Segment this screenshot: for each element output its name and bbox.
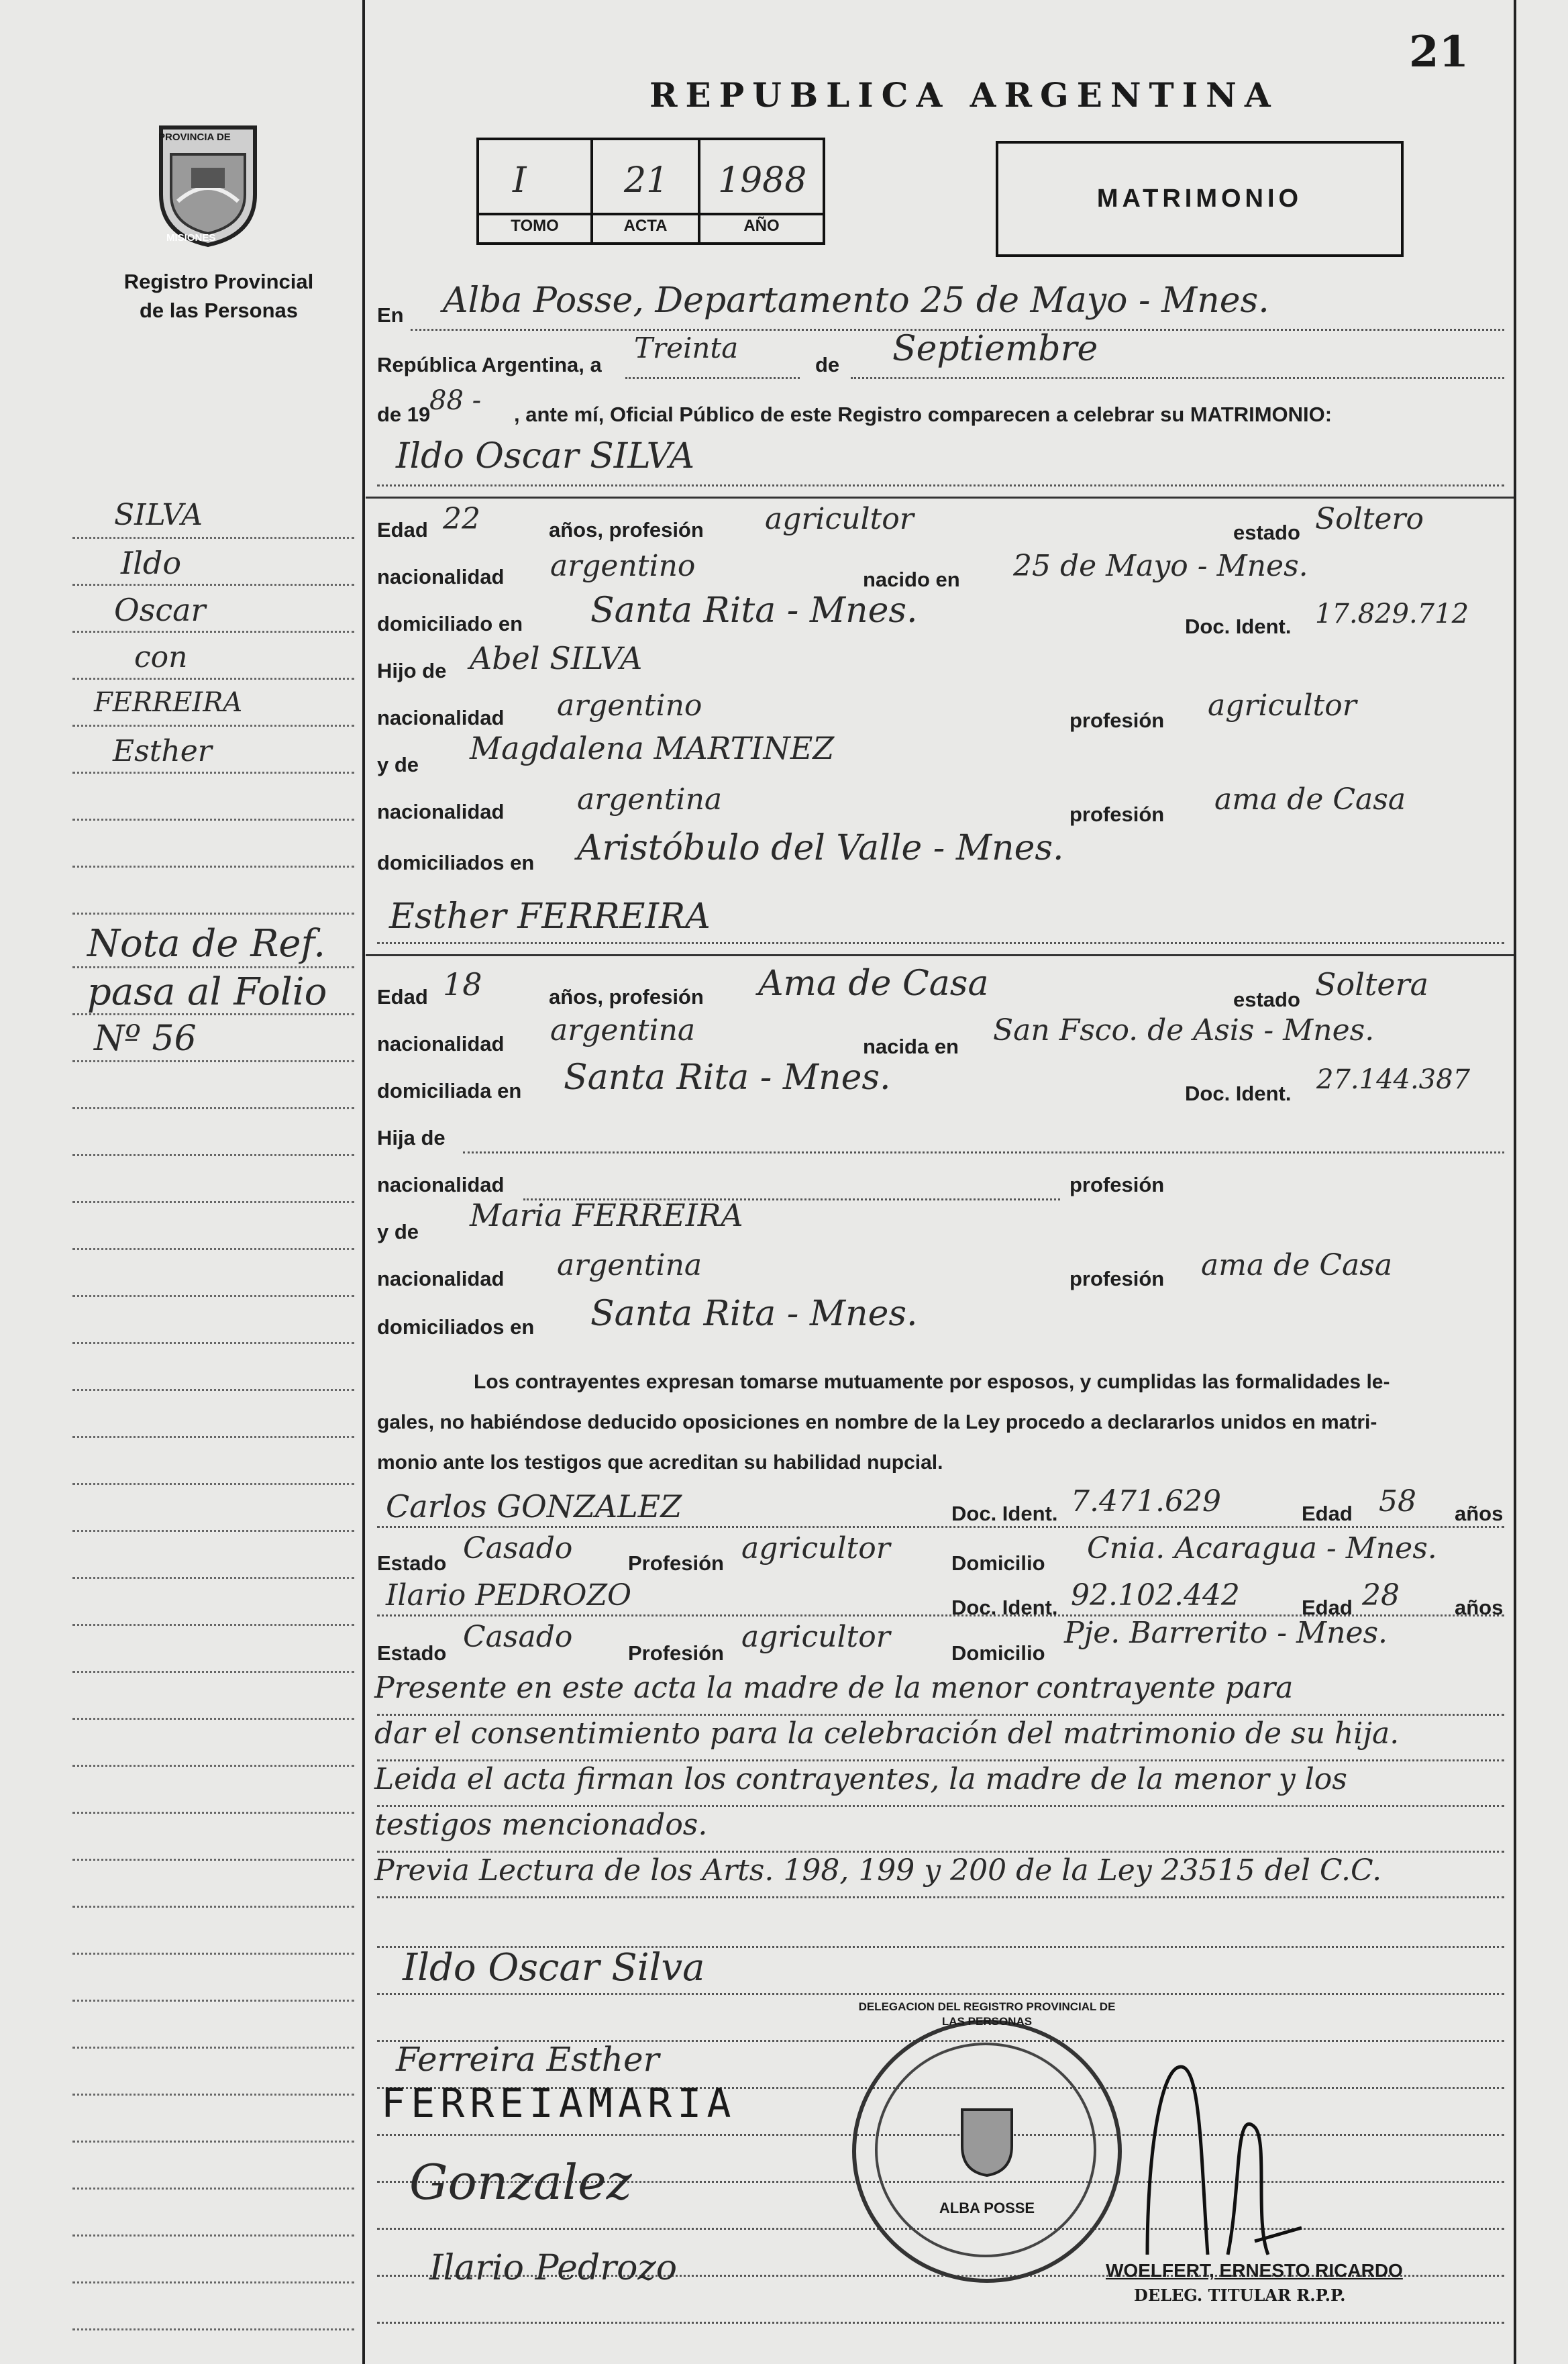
note-line-4: testigos mencionados. [374,1808,708,1842]
label-doc-ident: Doc. Ident. [951,1502,1058,1525]
label-estado: estado [1233,988,1300,1011]
margin-name-2: Ildo [121,545,182,581]
groom-age: 22 [443,502,480,536]
groom-profession: agricultor [765,502,914,536]
note-line-1: Presente en este acta la madre de la menor contrayente para [374,1671,1294,1705]
label-doc-ident: Doc. Ident. [1185,1082,1292,1105]
label-profesion: Profesión [628,1551,724,1575]
page-right-border [1514,0,1516,2364]
registry-line-1: Registro Provincial [123,270,314,293]
label-profesion: Profesión [628,1641,724,1665]
label-edad: Edad [377,518,428,542]
label-nacido-en: nacido en [863,568,960,591]
label-domicilio: Domicilio [951,1551,1045,1575]
witness1-name: Carlos GONZALEZ [386,1488,682,1525]
stamp-crest-icon [957,2104,1017,2178]
groom-name: Ildo Oscar SILVA [396,436,695,476]
country-title: REPUBLICA ARGENTINA [649,75,1279,115]
declaration-line-1: Los contrayentes expresan tomarse mutuamente por esposos, y cumplidas las formalidades le- [474,1371,1390,1393]
label-y-de: y de [377,1220,419,1243]
label-estado: estado [1233,521,1300,544]
label-profesion: profesión [1069,709,1165,732]
declaration-paragraph [377,1362,1511,1483]
label-nacionalidad: nacionalidad [377,1267,505,1290]
label-edad: Edad [1302,1502,1353,1525]
label-nacida-en: nacida en [863,1035,959,1058]
groom-parents-address: Aristóbulo del Valle - Mnes. [577,828,1064,868]
label-estado: Estado [377,1641,447,1665]
bride-status: Soltera [1315,966,1429,1003]
margin-note-line-1: Nota de Ref. [87,922,326,966]
note-line-3: Leida el acta firman los contrayentes, la madre de la menor y los [374,1762,1347,1796]
groom-birthplace: 25 de Mayo - Mnes. [1013,549,1308,583]
bride-age: 18 [443,966,482,1003]
page-number: 21 [1409,27,1469,77]
bride-name: Esther FERREIRA [389,896,711,937]
label-doc-ident: Doc. Ident. [1185,615,1292,638]
label-estado: Estado [377,1551,447,1575]
bride-parents-address: Santa Rita - Mnes. [590,1294,918,1334]
declaration-line-3: monio ante los testigos que acreditan su habilidad nupcial. [377,1451,943,1474]
note-line-2: dar el consentimiento para la celebración del matrimonio de su hija. [374,1716,1400,1751]
margin-note-line-2: pasa al Folio [87,970,327,1014]
label-hija-de: Hija de [377,1126,446,1149]
day-value: Treinta [634,331,739,364]
label-domiciliados-en: domiciliados en [377,851,535,874]
label-de-19: de 19 [377,403,431,426]
document-type: MATRIMONIO [1096,185,1303,213]
margin-note-line-3: Nº 56 [94,1019,197,1059]
comparecen-text: , ante mí, Oficial Público de este Registro comparecen a celebrar su MATRIMONIO: [514,403,1332,426]
label-domicilio: Domicilio [951,1641,1045,1665]
label-nacionalidad: nacionalidad [377,706,505,729]
witness1-profession: agricultor [741,1531,890,1565]
label-edad: Edad [377,985,428,1009]
official-stamp [852,2000,1122,2283]
groom-father-profession: agricultor [1208,688,1357,723]
witness2-name: Ilario PEDROZO [386,1578,632,1612]
groom-mother-nationality: argentina [577,782,723,817]
tomo-label: TOMO [511,217,559,235]
label-domiciliado-en: domiciliado en [377,612,523,635]
label-y-de: y de [377,753,419,776]
document-type-box [996,141,1404,257]
ano-value: 1988 [718,160,807,201]
seal-bottom-text: MISIONES [166,232,216,244]
label-en: En [377,303,404,327]
groom-doc: 17.829.712 [1315,599,1469,629]
label-nacionalidad: nacionalidad [377,800,505,823]
officer-name: WOELFERT, ERNESTO RICARDO [1106,2260,1403,2281]
label-nacionalidad: nacionalidad [377,565,505,588]
groom-nationality: argentino [550,549,696,583]
label-domiciliados-en: domiciliados en [377,1315,535,1339]
bride-mother-profession: ama de Casa [1201,1248,1393,1282]
declaration-line-2: gales, no habiéndose deducido oposiciones en nombre de la Ley procedo a declararlos unidos en matri- [377,1411,1377,1433]
signature-witness2: Ilario Pedrozo [429,2248,678,2288]
bride-doc: 27.144.387 [1316,1064,1471,1095]
label-hijo-de: Hijo de [377,659,447,682]
label-de: de [815,353,840,376]
officer-signature-icon [1134,2053,1308,2268]
acta-value: 21 [624,160,669,201]
label-anos: años [1455,1502,1504,1525]
witness1-address: Cnia. Acaragua - Mnes. [1087,1531,1437,1565]
margin-name-4: con [134,640,188,674]
witness1-age: 58 [1379,1484,1416,1519]
stamp-bottom-text: ALBA POSSE [939,2200,1035,2216]
registry-name [118,267,319,325]
margin-divider [362,0,365,2364]
place-value: Alba Posse, Departamento 25 de Mayo - Mnes. [443,280,1269,321]
notes-block [374,1665,1399,1894]
label-domiciliada-en: domiciliada en [377,1079,522,1102]
label-anos-profesion: años, profesión [549,518,704,542]
bride-profession: Ama de Casa [758,964,989,1004]
label-edad: Edad [1302,1596,1353,1619]
label-republica: República Argentina, a [377,353,602,376]
month-value: Septiembre [892,329,1098,369]
label-anos: años [1455,1596,1504,1619]
signature-witness1: Gonzalez [409,2154,632,2210]
witness2-age: 28 [1362,1578,1400,1612]
label-doc-ident: Doc. Ident. [951,1596,1058,1619]
margin-name-5: FERREIRA [94,687,243,718]
signature-groom: Ildo Oscar Silva [403,1946,705,1990]
tomo-value: I [513,160,527,201]
label-nacionalidad: nacionalidad [377,1032,505,1056]
acta-label: ACTA [623,217,668,235]
signature-mother: FERREIAMARIA [381,2080,737,2127]
label-nacionalidad: nacionalidad [377,1173,505,1196]
year-value: 88 - [429,385,482,416]
bride-mother-nationality: argentina [557,1248,702,1282]
margin-name-6: Esther [113,734,212,768]
groom-mother-profession: ama de Casa [1214,782,1406,817]
witness1-status: Casado [463,1531,573,1565]
groom-mother: Magdalena MARTINEZ [470,730,835,766]
stamp-ring-text: DELEGACION DEL REGISTRO PROVINCIAL DE LAS PERSONAS [858,2000,1116,2028]
bride-birthplace: San Fsco. de Asis - Mnes. [993,1013,1375,1047]
witness2-status: Casado [463,1620,573,1654]
label-anos-profesion: años, profesión [549,985,704,1009]
groom-status: Soltero [1315,502,1424,536]
groom-father-nationality: argentino [557,688,702,723]
label-profesion: profesión [1069,803,1165,826]
witness2-doc: 92.102.442 [1071,1578,1240,1612]
registry-line-2: de las Personas [139,299,299,322]
bride-nationality: argentina [550,1013,696,1047]
bride-address: Santa Rita - Mnes. [564,1058,891,1098]
note-line-5: Previa Lectura de los Arts. 198, 199 y 200 de la Ley 23515 del C.C. [374,1853,1382,1888]
bride-mother: Maria FERREIRA [470,1197,743,1233]
seal-top-text: PROVINCIA DE [158,132,231,143]
record-box [476,138,825,245]
ano-label: AÑO [743,217,780,235]
groom-father: Abel SILVA [470,640,643,676]
witness1-doc: 7.471.629 [1071,1484,1221,1519]
label-profesion: profesión [1069,1267,1165,1290]
witness2-address: Pje. Barrerito - Mnes. [1064,1616,1388,1650]
officer-title: DELEG. TITULAR R.P.P. [1134,2285,1346,2305]
witness2-profession: agricultor [741,1620,890,1654]
groom-address: Santa Rita - Mnes. [590,590,918,631]
margin-name-3: Oscar [114,592,206,628]
margin-name-1: SILVA [114,498,203,532]
label-profesion: profesión [1069,1173,1165,1196]
signature-bride: Ferreira Esther [396,2040,660,2079]
